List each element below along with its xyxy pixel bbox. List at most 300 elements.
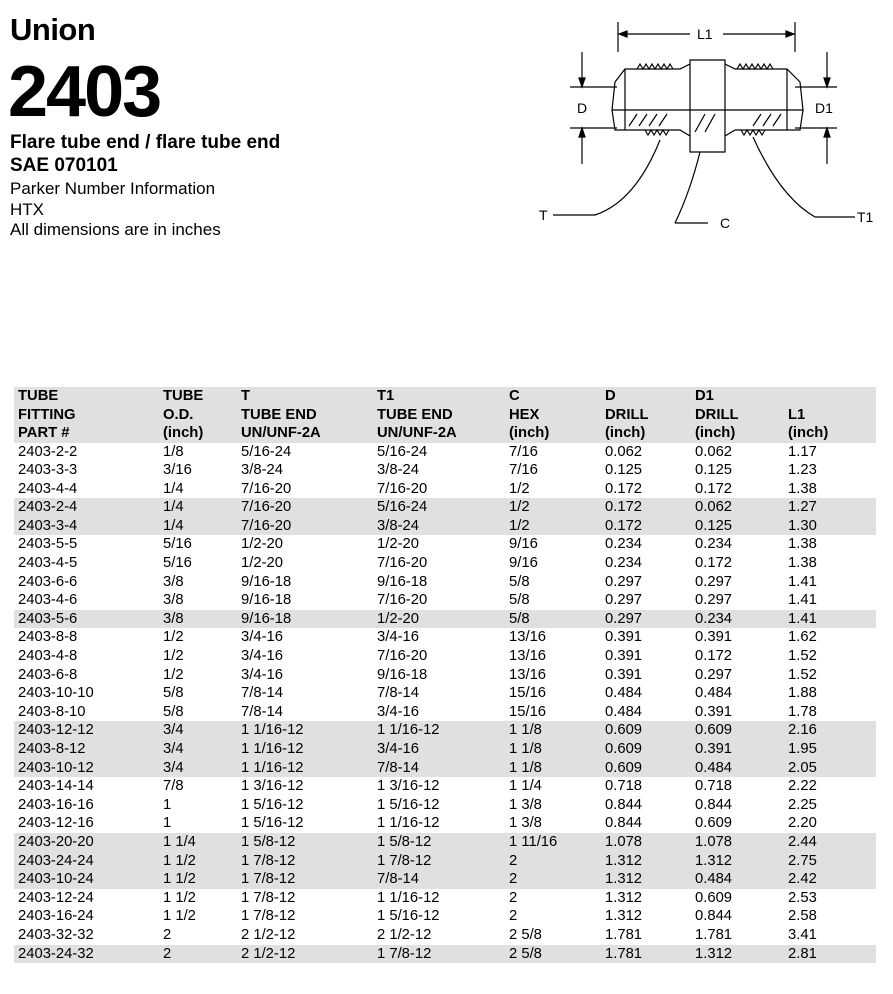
table-cell: 1 1/8 (509, 722, 542, 739)
table-cell: 5/16-24 (241, 443, 292, 460)
table-cell: 3/4 (163, 722, 184, 739)
table-cell: 0.297 (605, 592, 643, 609)
table-cell: 7/16-20 (241, 499, 292, 516)
column-header-line: TUBE (163, 388, 204, 404)
table-cell: 2403-10-24 (18, 871, 94, 888)
table-cell: 2 5/8 (509, 926, 542, 943)
table-cell: 1 1/2 (163, 908, 196, 925)
table-cell: 0.391 (605, 648, 643, 665)
label-t1: T1 (857, 209, 874, 225)
table-cell: 1.23 (788, 462, 817, 479)
table-cell: 0.718 (605, 778, 643, 795)
table-cell: 2 (509, 852, 518, 869)
column-header-line: (inch) (163, 425, 204, 441)
table-cell: 3/4-16 (377, 629, 419, 646)
table-cell: 1 1/16-12 (241, 759, 304, 776)
table-cell: 2.22 (788, 778, 817, 795)
table-cell: 0.484 (695, 759, 733, 776)
table-cell: 1 1/4 (163, 833, 196, 850)
dimensions-table (14, 387, 876, 963)
column-header-line: O.D. (163, 406, 194, 423)
table-cell: 1/4 (163, 499, 184, 516)
table-cell: 0.297 (695, 592, 733, 609)
column-header (784, 387, 876, 443)
table-cell: 5/8 (509, 610, 530, 627)
table-cell: 9/16-18 (377, 666, 428, 683)
product-standard: SAE 070101 (10, 155, 118, 176)
table-cell: 1.078 (605, 833, 643, 850)
table-cell: 1.312 (605, 908, 643, 925)
table-row (14, 443, 876, 462)
table-cell: 2403-20-20 (18, 833, 94, 850)
table-row (14, 684, 876, 703)
table-cell: 1.312 (695, 945, 733, 962)
table-cell: 1 11/16 (509, 833, 558, 850)
table-cell: 1 3/8 (509, 815, 542, 832)
table-cell: 1 5/8-12 (377, 833, 432, 850)
table-cell: 2403-10-12 (18, 759, 94, 776)
column-header (505, 387, 601, 443)
table-cell: 0.484 (695, 871, 733, 888)
table-cell: 1 5/16-12 (241, 796, 304, 813)
table-cell: 5/16-24 (377, 499, 428, 516)
table-cell: 2403-5-6 (18, 610, 78, 627)
htx-label: HTX (10, 200, 44, 219)
table-cell: 1 (163, 796, 172, 813)
table-row (14, 945, 876, 964)
table-cell: 7/8-14 (377, 759, 419, 776)
table-cell: 5/16-24 (377, 443, 428, 460)
table-cell: 1.41 (788, 573, 817, 590)
table-cell: 0.234 (605, 536, 643, 553)
table-cell: 1.52 (788, 666, 817, 683)
table-cell: 2.25 (788, 796, 817, 813)
column-header-line: TUBE (18, 388, 59, 404)
table-cell: 2403-24-24 (18, 852, 94, 869)
table-cell: 9/16-18 (241, 573, 292, 590)
table-cell: 2403-16-24 (18, 908, 94, 925)
table-cell: 1.41 (788, 592, 817, 609)
table-cell: 0.844 (695, 796, 733, 813)
table-cell: 0.391 (695, 703, 733, 720)
table-cell: 2403-10-10 (18, 685, 94, 702)
table-cell: 0.609 (605, 759, 643, 776)
column-header (14, 387, 159, 443)
table-cell: 1 1/2 (163, 871, 196, 888)
table-cell: 7/8-14 (377, 685, 419, 702)
table-cell: 0.062 (695, 499, 733, 516)
table-row (14, 628, 876, 647)
column-header-line: (inch) (509, 425, 550, 441)
table-cell: 1 (163, 815, 172, 832)
table-cell: 2 (509, 871, 518, 888)
table-cell: 3/8-24 (377, 462, 419, 479)
table-cell: 1 1/2 (163, 889, 196, 906)
label-d: D (577, 100, 588, 116)
table-cell: 0.125 (695, 517, 733, 534)
table-cell: 3/16 (163, 462, 192, 479)
table-cell: 0.297 (605, 573, 643, 590)
table-cell: 0.484 (605, 703, 643, 720)
table-cell: 1 1/2 (163, 852, 196, 869)
column-header-line: C (509, 388, 520, 404)
table-row (14, 889, 876, 908)
column-header-line: HEX (509, 406, 540, 423)
table-cell: 7/8 (163, 778, 184, 795)
label-d1: D1 (815, 100, 833, 116)
table-cell: 2403-2-4 (18, 499, 78, 516)
table-cell: 1 3/16-12 (377, 778, 440, 795)
product-title: Union (10, 12, 96, 47)
table-cell: 3/4 (163, 759, 184, 776)
table-cell: 9/16 (509, 536, 538, 553)
table-row (14, 796, 876, 815)
table-row (14, 610, 876, 629)
table-cell: 3/4-16 (241, 629, 283, 646)
table-cell: 15/16 (509, 685, 547, 702)
table-cell: 2403-3-4 (18, 517, 78, 534)
union-fitting-diagram (525, 12, 885, 252)
table-cell: 2403-6-8 (18, 666, 78, 683)
table-row (14, 740, 876, 759)
table-cell: 0.172 (605, 480, 643, 497)
table-cell: 2.75 (788, 852, 817, 869)
table-cell: 1/2 (509, 517, 530, 534)
table-cell: 1 7/8-12 (377, 852, 432, 869)
table-cell: 2.81 (788, 945, 817, 962)
column-header-line: (inch) (788, 425, 829, 441)
table-cell: 1/4 (163, 517, 184, 534)
column-header-line: (inch) (605, 425, 646, 441)
table-row (14, 647, 876, 666)
table-row (14, 591, 876, 610)
table-cell: 1 1/16-12 (377, 722, 440, 739)
table-cell: 9/16-18 (241, 610, 292, 627)
table-cell: 3/4-16 (241, 648, 283, 665)
table-cell: 0.125 (695, 462, 733, 479)
table-cell: 1/2-20 (377, 536, 419, 553)
table-row (14, 870, 876, 889)
table-cell: 1/2 (163, 629, 184, 646)
table-cell: 1 1/16-12 (377, 889, 440, 906)
table-cell: 0.609 (695, 889, 733, 906)
table-row (14, 926, 876, 945)
table-cell: 0.234 (605, 555, 643, 572)
table-cell: 3/8-24 (241, 462, 283, 479)
table-cell: 5/8 (163, 685, 184, 702)
table-cell: 2403-16-16 (18, 796, 94, 813)
table-cell: 0.297 (695, 573, 733, 590)
table-cell: 1.88 (788, 685, 817, 702)
table-cell: 7/16-20 (377, 592, 428, 609)
table-row (14, 480, 876, 499)
table-cell: 1.52 (788, 648, 817, 665)
table-cell: 1/2 (163, 648, 184, 665)
column-header (237, 387, 373, 443)
table-cell: 1 5/16-12 (377, 796, 440, 813)
table-row (14, 461, 876, 480)
table-cell: 0.391 (605, 666, 643, 683)
table-cell: 3/4-16 (377, 703, 419, 720)
table-cell: 2.16 (788, 722, 817, 739)
column-header (601, 387, 691, 443)
table-cell: 1.30 (788, 517, 817, 534)
table-cell: 0.844 (605, 815, 643, 832)
table-cell: 1.17 (788, 443, 817, 460)
table-row (14, 777, 876, 796)
table-cell: 1 7/8-12 (377, 945, 432, 962)
table-row (14, 666, 876, 685)
column-header-line: D (605, 388, 616, 404)
table-cell: 0.391 (695, 629, 733, 646)
table-cell: 1.38 (788, 480, 817, 497)
table-cell: 1 7/8-12 (241, 908, 296, 925)
table-row (14, 721, 876, 740)
table-cell: 2403-14-14 (18, 778, 94, 795)
table-cell: 2403-3-3 (18, 462, 78, 479)
table-row (14, 535, 876, 554)
column-header (159, 387, 237, 443)
table-cell: 1.27 (788, 499, 817, 516)
column-header-line: (inch) (695, 425, 736, 441)
column-header-line: T1 (377, 388, 395, 404)
column-header-line: D1 (695, 388, 714, 404)
table-cell: 2403-12-12 (18, 722, 94, 739)
table-cell: 0.844 (695, 908, 733, 925)
table-cell: 2403-24-32 (18, 945, 94, 962)
table-cell: 0.062 (605, 443, 643, 460)
table-cell: 0.391 (695, 741, 733, 757)
table-cell: 2 1/2-12 (377, 926, 432, 943)
table-cell: 7/16-20 (377, 480, 428, 497)
table-cell: 1 5/8-12 (241, 833, 296, 850)
column-header-line: UN/UNF-2A (241, 425, 321, 441)
table-cell: 7/16 (509, 462, 538, 479)
table-cell: 7/16-20 (241, 480, 292, 497)
table-cell: 1 7/8-12 (241, 871, 296, 888)
table-row (14, 573, 876, 592)
table-cell: 7/16-20 (377, 555, 428, 572)
table-cell: 5/16 (163, 555, 192, 572)
label-l1: L1 (697, 26, 713, 42)
table-cell: 7/16-20 (377, 648, 428, 665)
table-cell: 2.44 (788, 833, 817, 850)
table-cell: 0.297 (605, 610, 643, 627)
table-cell: 2 1/2-12 (241, 926, 296, 943)
table-cell: 1 5/16-12 (241, 815, 304, 832)
table-cell: 0.609 (695, 722, 733, 739)
table-row (14, 759, 876, 778)
table-cell: 0.484 (605, 685, 643, 702)
table-cell: 2403-2-2 (18, 443, 78, 460)
table-cell: 1 1/4 (509, 778, 542, 795)
table-cell: 1 7/8-12 (241, 889, 296, 906)
table-cell: 1/2-20 (377, 610, 419, 627)
table-cell: 1 5/16-12 (377, 908, 440, 925)
table-cell: 0.484 (695, 685, 733, 702)
table-cell: 0.172 (695, 480, 733, 497)
table-cell: 0.172 (605, 499, 643, 516)
table-header-row (14, 387, 876, 443)
table-cell: 7/8-14 (377, 871, 419, 888)
column-header-line: PART # (18, 425, 70, 441)
table-cell: 1 1/16-12 (241, 741, 304, 757)
table-row (14, 554, 876, 573)
table-cell: 0.609 (605, 722, 643, 739)
table-cell: 7/16-20 (241, 517, 292, 534)
table-cell: 1.312 (605, 871, 643, 888)
table-cell: 13/16 (509, 629, 547, 646)
table-cell: 1.38 (788, 555, 817, 572)
table-cell: 2403-4-6 (18, 592, 78, 609)
column-header-line: DRILL (605, 406, 649, 423)
table-cell: 3/4-16 (377, 741, 419, 757)
table-cell: 2.42 (788, 871, 817, 888)
table-cell: 1 3/16-12 (241, 778, 304, 795)
table-cell: 1.38 (788, 536, 817, 553)
column-header-line: TUBE END (241, 406, 317, 423)
table-cell: 2403-8-10 (18, 703, 86, 720)
table-cell: 9/16-18 (241, 592, 292, 609)
product-description: Flare tube end / flare tube end (10, 132, 281, 153)
units-note: All dimensions are in inches (10, 220, 221, 239)
column-header-line: TUBE END (377, 406, 453, 423)
table-cell: 2 (509, 889, 518, 906)
table-cell: 2403-32-32 (18, 926, 94, 943)
table-cell: 3/8-24 (377, 517, 419, 534)
table-cell: 0.297 (695, 666, 733, 683)
table-cell: 1 1/8 (509, 741, 542, 757)
table-cell: 1/2 (163, 666, 184, 683)
table-cell: 1 7/8-12 (241, 852, 296, 869)
table-row (14, 852, 876, 871)
table-cell: 1.312 (605, 889, 643, 906)
table-cell: 1.781 (605, 926, 643, 943)
table-cell: 3/4-16 (241, 666, 283, 683)
table-cell: 1.78 (788, 703, 817, 720)
column-header-line: FITTING (18, 406, 76, 423)
label-c: C (720, 215, 731, 231)
product-number: 2403 (8, 52, 161, 132)
table-cell: 0.172 (605, 517, 643, 534)
table-cell: 1/2-20 (241, 536, 283, 553)
table-cell: 1/2 (509, 499, 530, 516)
table-cell: 3/8 (163, 592, 184, 609)
table-cell: 3/8 (163, 610, 184, 627)
table-cell: 5/8 (163, 703, 184, 720)
table-cell: 0.172 (695, 555, 733, 572)
table-cell: 2403-8-8 (18, 629, 78, 646)
table-cell: 1.312 (695, 852, 733, 869)
table-cell: 0.609 (695, 815, 733, 832)
table-cell: 0.234 (695, 536, 733, 553)
table-cell: 2 1/2-12 (241, 945, 296, 962)
table-cell: 7/8-14 (241, 685, 283, 702)
column-header (691, 387, 784, 443)
table-cell: 7/8-14 (241, 703, 283, 720)
table-cell: 0.609 (605, 741, 643, 757)
table-cell: 1 3/8 (509, 796, 542, 813)
part-number-info: Parker Number Information (10, 179, 216, 198)
table-cell: 3.41 (788, 926, 817, 943)
table-cell: 2.58 (788, 908, 817, 925)
table-cell: 2403-4-5 (18, 555, 78, 572)
table-cell: 2.05 (788, 759, 817, 776)
table-row (14, 907, 876, 926)
table-cell: 1 1/16-12 (377, 815, 440, 832)
table-cell: 13/16 (509, 648, 547, 665)
table-cell: 1.312 (605, 852, 643, 869)
table-cell: 2.20 (788, 815, 817, 832)
table-cell: 2.53 (788, 889, 817, 906)
table-cell: 2403-12-24 (18, 889, 94, 906)
table-row (14, 703, 876, 722)
column-header-line: DRILL (695, 406, 739, 423)
table-cell: 1.41 (788, 610, 817, 627)
table-cell: 3/4 (163, 741, 184, 757)
table-cell: 0.125 (605, 462, 643, 479)
table-cell: 1 1/8 (509, 759, 542, 776)
table-cell: 7/16 (509, 443, 538, 460)
table-cell: 2 5/8 (509, 945, 542, 962)
table-cell: 1.62 (788, 629, 817, 646)
table-row (14, 833, 876, 852)
table-row (14, 498, 876, 517)
column-header-line (788, 387, 876, 406)
table-cell: 2 (509, 908, 518, 925)
column-header-line: L1 (788, 406, 806, 423)
table-cell: 5/16 (163, 536, 192, 553)
table-cell: 1 1/16-12 (241, 722, 304, 739)
label-t: T (539, 207, 548, 223)
table-cell: 9/16-18 (377, 573, 428, 590)
table-cell: 2403-6-6 (18, 573, 78, 590)
table-row (14, 814, 876, 833)
table-cell: 1.95 (788, 741, 817, 757)
table-row (14, 517, 876, 536)
table-cell: 1/2-20 (241, 555, 283, 572)
table-cell: 1/8 (163, 443, 184, 460)
table-cell: 0.844 (605, 796, 643, 813)
column-header-line: T (241, 388, 251, 404)
table-cell: 0.062 (695, 443, 733, 460)
table-cell: 0.172 (695, 648, 733, 665)
column-header (373, 387, 505, 443)
table-cell: 1.781 (695, 926, 733, 943)
table-cell: 5/8 (509, 592, 530, 609)
table-cell: 3/8 (163, 573, 184, 590)
table-cell: 2403-5-5 (18, 536, 78, 553)
table-cell: 0.718 (695, 778, 733, 795)
table-cell: 2403-8-12 (18, 741, 86, 757)
table-cell: 5/8 (509, 573, 530, 590)
table-cell: 9/16 (509, 555, 538, 572)
table-cell: 1.781 (605, 945, 643, 962)
table-cell: 2 (163, 945, 172, 962)
table-cell: 15/16 (509, 703, 547, 720)
table-cell: 1/2 (509, 480, 530, 497)
table-cell: 0.234 (695, 610, 733, 627)
table-cell: 2 (163, 926, 172, 943)
table-cell: 2403-4-8 (18, 648, 78, 665)
table-cell: 1/4 (163, 480, 184, 497)
table-cell: 2403-4-4 (18, 480, 78, 497)
column-header-line: UN/UNF-2A (377, 425, 457, 441)
table-cell: 1.078 (695, 833, 733, 850)
table-cell: 0.391 (605, 629, 643, 646)
table-cell: 2403-12-16 (18, 815, 94, 832)
table-cell: 13/16 (509, 666, 547, 683)
